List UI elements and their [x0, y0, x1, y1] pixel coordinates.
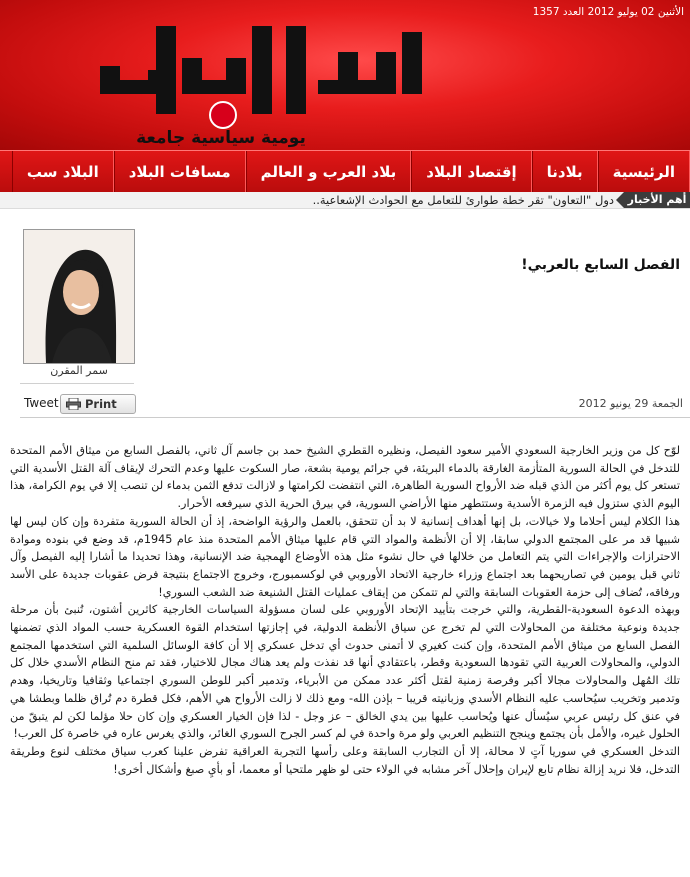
- article-date: الجمعة 29 يونيو 2012: [578, 397, 683, 410]
- article-paragraph: هذا الكلام ليس أحلاما ولا خيالات، بل إنها أهداف إنسانية لا بد أن تتحقق، بالعمل والرؤية الواضحة، إذ أن الحالة السورية متفردة وإن كان ليس لها شبيها قد مر على المجتمع الدولي سابقا، إلا أن الأنظمة والمواد التي قام عليها ميثاق الأمم المتحدة منذ عام 1945م، قد وضع في بنوده وموادة الاحترازات والإجراءات التي يتم التعامل من خلالها في حال نشوء مثل هذه الأوضاع الهمجية ضد الإنسانية، وهذا تحديدا ما أشارا إليه الفيصل وآل ثاني قبل يومين في تصاريحهما بعد اجتماع وزراء خارجية الاتحاد الأوروبي في لوكسمبورج، وخروج الاجتماع بنتيجة فرض عقوبات جديدة على الأسد ورفاقه، تُضاف إلى حزمة العقوبات السابقة والتي لم تتمكن من إيقاف عمليات القتل الشنيعة ضد الشعب السوري!: [10, 514, 680, 599]
- printer-icon: [66, 398, 81, 410]
- logo-dot-icon: [209, 101, 237, 129]
- news-ticker: [0, 192, 690, 209]
- masthead: [0, 0, 690, 150]
- nav-item-home[interactable]: الرئيسية: [598, 151, 690, 193]
- author-photo: [23, 229, 135, 364]
- nav-item-more[interactable]: البلاد سب: [12, 151, 114, 193]
- article-paragraph: وبهذه الدعوة السعودية-القطرية، والتي خرجت بتأييد الإتحاد الأوروبي على لسان مسؤولة السياسات الخارجية كاثرين أشتون، تُنبئ بأن مرحلة جديدة ونوعية مختلفة من المحاولات التي لم تخرج عن سياق الأنظمة الدولية، في إجازتها استخدام القوة العسكرية حسب المواد الذي تضمنها الفصل السابع من ميثاق الأمم المتحدة، وإن كنت كغيري لا أتمنى حدوث أي تدخل عسكري إلا أن كافة الوسائل السلمية التي استخدمها المجتمع الدولي، والمحاولات العربية التي تقودها السعودية وقطر، باعتقادي أنها قد نفذت ولم يعد هناك مجال للاختيار، فقد تم منح النظام الأسدي خلال كل تلك المُهل والمحاولات مجالا أكبر وفرصة زمنية لقتل أكثر عدد ممكن من الأبرياء، وتدمير أكبر للوطن السوري اجتماعيا وثقافيا وتاريخيا، وهدم وتدمير وتخريب سيُحاسب عليه النظام الأسدي وزبانيته قريبا – بإذن الله- ومع ذلك لا زالت الأرواح هي الأهم، فكل قطرة دم تُراق ظلما وبطشا هي في عنق كل رئيس عربي سيُسأل عنها ويُحاسب عليها بين يدي الخالق – عز وجل - لذا فإن الخيار العسكري وإن كان حلا مؤلما لكن لم يتبقّ من الحلول غيره، والأمل بأن يجتمع وينجح التنظيم العربي ولو مرة واحدة في لم كسر الجرح السوري الغائر، والذي يغرس عاره في خاصرة كل العرب!: [10, 603, 680, 741]
- article-paragraph: التدخل العسكري في سوريا آتٍ لا محالة، إلا أن التجارب السابقة وعلى رأسها التجربة العراقية تفرض علينا كعرب سياق مختلف لنوع وطريقة التدخل، فلا نريد إزالة نظام تابع لإيران وإحلال آخر مشابه في الولاء حتى لو ظهر ملتحيا أو معمما، أو بأيِ صبغ وأشكال أخرى!: [10, 744, 680, 776]
- tweet-button[interactable]: Tweet: [24, 396, 59, 410]
- nav-item-arab-world[interactable]: بلاد العرب و العالم: [246, 151, 412, 193]
- author-name[interactable]: سمر المقرن: [50, 364, 108, 377]
- ticker-headline[interactable]: دول "التعاون" تقر خطة طوارئ للتعامل مع الحوادث الإشعاعية..: [312, 193, 614, 207]
- article-paragraph: لوّح كل من وزير الخارجية السعودي الأمير سعود الفيصل، ونظيره القطري الشيخ حمد بن جاسم آل ثاني، بالفصل السابع من ميثاق الأمم المتحدة للتدخل في الحالة السورية المتأزمة الغارقة بالدماء البريئة، في جرائم يومية بشعة، صار السكوت عليها وعدم التحرك لإيقاف آلة القتل الأسدية التي تستعر كل يوم أكثر من الذي قبله ضد الأرواح السورية الطاهرة، التي انتفضت لكرامتها و لازالت تدفع الثمن بدماء لن تنصب إلا في يوم الكرامة، هذا اليوم الذي ستزول فيه الزمرة الأسدية وستتطهر منها الأراضي السورية، في بيرق الحرية الذي سيرفعه الأحرار.: [10, 444, 680, 511]
- nav-item-biladna[interactable]: بلادنا: [532, 151, 598, 193]
- article-body: [10, 442, 680, 778]
- print-button[interactable]: [60, 394, 136, 414]
- issue-date: الأثنين 02 يوليو 2012 العدد 1357: [532, 6, 684, 18]
- site-logo[interactable]: [96, 22, 430, 130]
- divider: [20, 417, 690, 418]
- ticker-label: أهم الأخبار: [624, 192, 690, 208]
- print-label: Print: [85, 397, 117, 411]
- nav-item-economy[interactable]: إقتصاد البلاد: [411, 151, 531, 193]
- nav-item-distances[interactable]: مسافات البلاد: [114, 151, 246, 193]
- main-nav: [0, 150, 690, 193]
- tagline: يومية سياسية جامعة: [136, 128, 306, 148]
- author-portrait: [24, 230, 134, 363]
- article-title: الفصل السابع بالعربي!: [521, 257, 680, 273]
- divider: [20, 383, 134, 384]
